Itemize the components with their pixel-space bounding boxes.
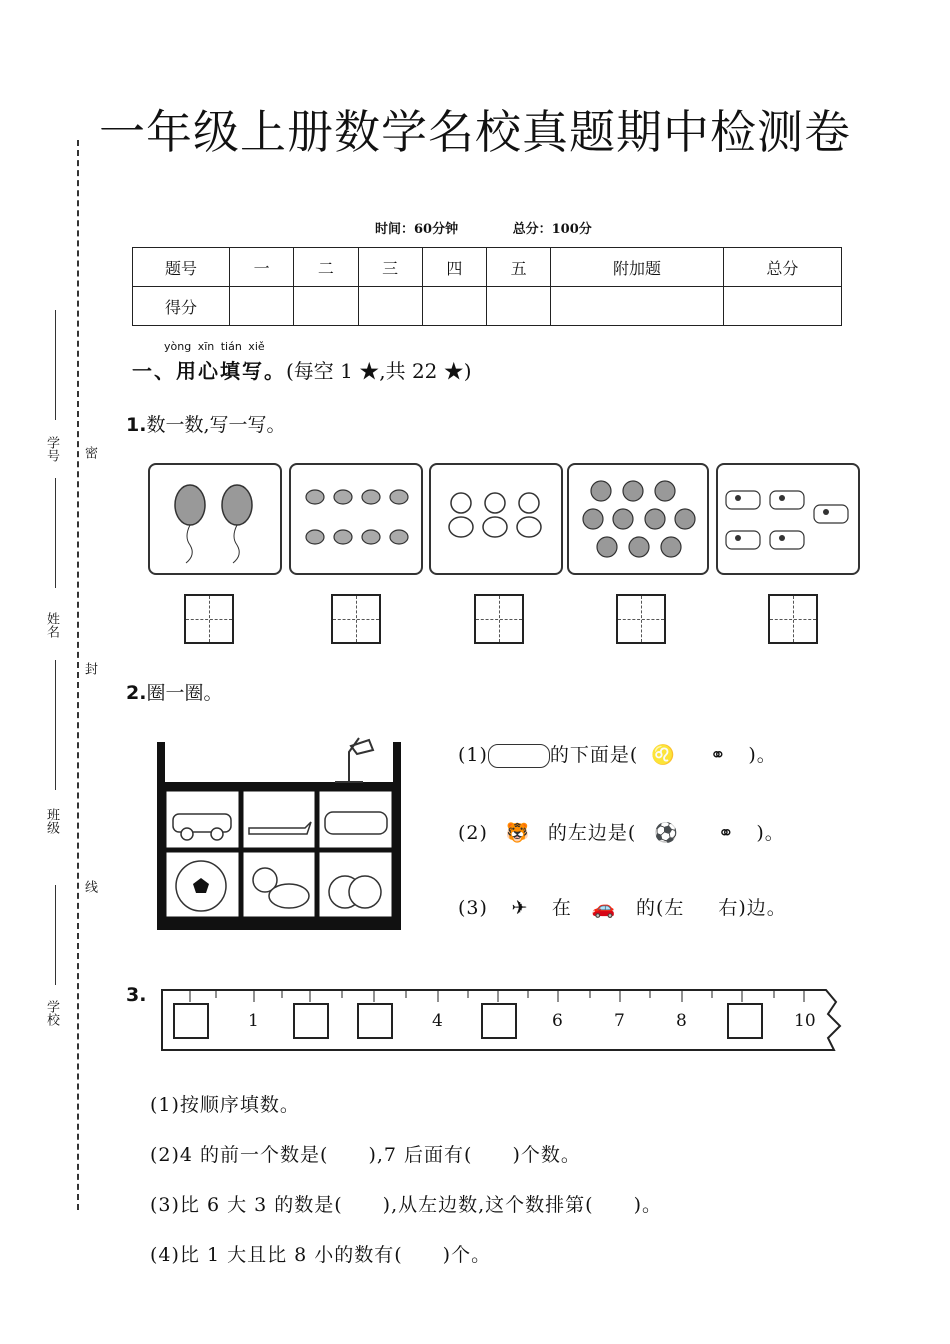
ruler-answer-box[interactable] [174,1004,208,1038]
ruler-label: 7 [614,1011,625,1031]
name-label: 姓名 [44,612,59,638]
student-id-label: 学号 [44,436,59,462]
sub-number: (3) [458,897,488,919]
question-3-sub2: (2)4 的前一个数是( ),7 后面有( )个数。 [150,1144,581,1166]
section-title: 一、用心填写。 [132,359,286,383]
sub-text: 的左边是( [547,822,637,844]
class-label: 班级 [44,808,59,834]
answer-box[interactable] [184,594,234,644]
shelf-illustration [155,728,405,933]
balloon-icon [150,465,280,573]
ruler-answer-box[interactable] [482,1004,516,1038]
sub-end: )。 [748,744,777,766]
section-heading [132,355,472,384]
question-3-sub4: (4)比 1 大且比 8 小的数有( )个。 [150,1244,492,1266]
tomato-icon [569,465,707,573]
score-cell[interactable] [551,287,723,326]
score-cell[interactable] [294,287,358,326]
binding-dashed-line [77,140,79,1210]
picture-tomatoes [567,463,709,575]
ruler-label: 8 [676,1011,687,1031]
exam-total: 总分：100分 [512,222,592,237]
picture-cows [716,463,860,575]
header-cell: 三 [358,248,422,287]
cat-icon: 🐯 [505,822,531,844]
question-3-sub3: (3)比 6 大 3 的数是( ),从左边数,这个数排第( )。 [150,1194,662,1216]
score-cell[interactable] [358,287,422,326]
ruler-label: 4 [432,1011,443,1031]
answer-box[interactable] [616,594,666,644]
section-scoring: (每空 1 ★,共 22 ★) [286,359,472,383]
row-label: 得分 [133,287,230,326]
ruler-answer-box[interactable] [728,1004,762,1038]
ruler-answer-box[interactable] [358,1004,392,1038]
question-text: 数一数,写一写。 [146,414,286,436]
question-3-sub1: (1)按顺序填数。 [150,1094,300,1116]
car-icon: 🚗 [591,897,617,919]
score-cell[interactable] [723,287,841,326]
question-2 [126,678,222,705]
exam-info [375,218,642,237]
name-line [55,478,56,588]
picture-balloons [148,463,282,575]
question-number: 1. [126,414,147,436]
exam-time: 时间：60分钟 [375,222,459,237]
score-cell[interactable] [487,287,551,326]
school-line [55,885,56,985]
seal-char-mi: 密 [82,446,97,459]
picture-ducklings [429,463,563,575]
header-cell: 五 [487,248,551,287]
cow-icon [718,465,858,573]
answer-box[interactable] [474,594,524,644]
answer-box[interactable] [768,594,818,644]
duckling-icon [431,465,561,573]
plane-icon: ✈ [511,897,529,919]
score-table [132,247,842,326]
header-cell: 附加题 [551,248,723,287]
paddle-icon: ⚭ [709,744,727,766]
header-cell: 总分 [723,248,841,287]
ruler-label: 1 [248,1011,259,1031]
lamp-icon: ♌ [651,744,676,766]
score-table-header-row [133,248,842,287]
score-table-score-row [133,287,842,326]
score-cell[interactable] [230,287,294,326]
question-2-sub1 [458,740,777,768]
school-label: 学校 [44,1000,59,1026]
soccer-ball-icon: ⚽ [654,822,679,844]
ruler-label: 6 [552,1011,563,1031]
sub-text: 的下面是( [549,744,639,766]
ruler-answer-box[interactable] [294,1004,328,1038]
corn-icon [291,465,421,573]
section-pinyin: yòng xīn tián xiě [164,340,265,353]
seal-char-xian: 线 [82,880,97,893]
sub-end: )。 [756,822,785,844]
sub-text-c: 右)边。 [718,897,787,919]
question-text: 圈一圈。 [146,682,223,704]
ruler-label: 10 [794,1011,816,1031]
student-id-line [55,310,56,420]
sub-text-b: 的(左 [635,897,685,919]
score-cell[interactable] [422,287,486,326]
class-line [55,660,56,790]
header-cell: 四 [422,248,486,287]
header-cell: 一 [230,248,294,287]
seal-char-feng: 封 [82,662,97,675]
sub-number: (2) [458,822,488,844]
sub-text-a: 在 [551,897,572,919]
question-number: 2. [126,682,147,704]
sub-number: (1) [458,744,488,766]
question-2-sub2 [458,818,785,845]
answer-box[interactable] [331,594,381,644]
paddle-icon: ⚭ [717,822,735,844]
number-ruler [160,988,850,1056]
header-cell: 题号 [133,248,230,287]
picture-corn [289,463,423,575]
question-number: 3. [126,984,147,1006]
question-2-sub3 [458,893,787,920]
question-3 [126,984,146,1006]
header-cell: 二 [294,248,358,287]
page-title: 一年级上册数学名校真题期中检测卷 [99,105,851,159]
question-1 [126,410,286,437]
pencil-case-icon [488,744,550,768]
